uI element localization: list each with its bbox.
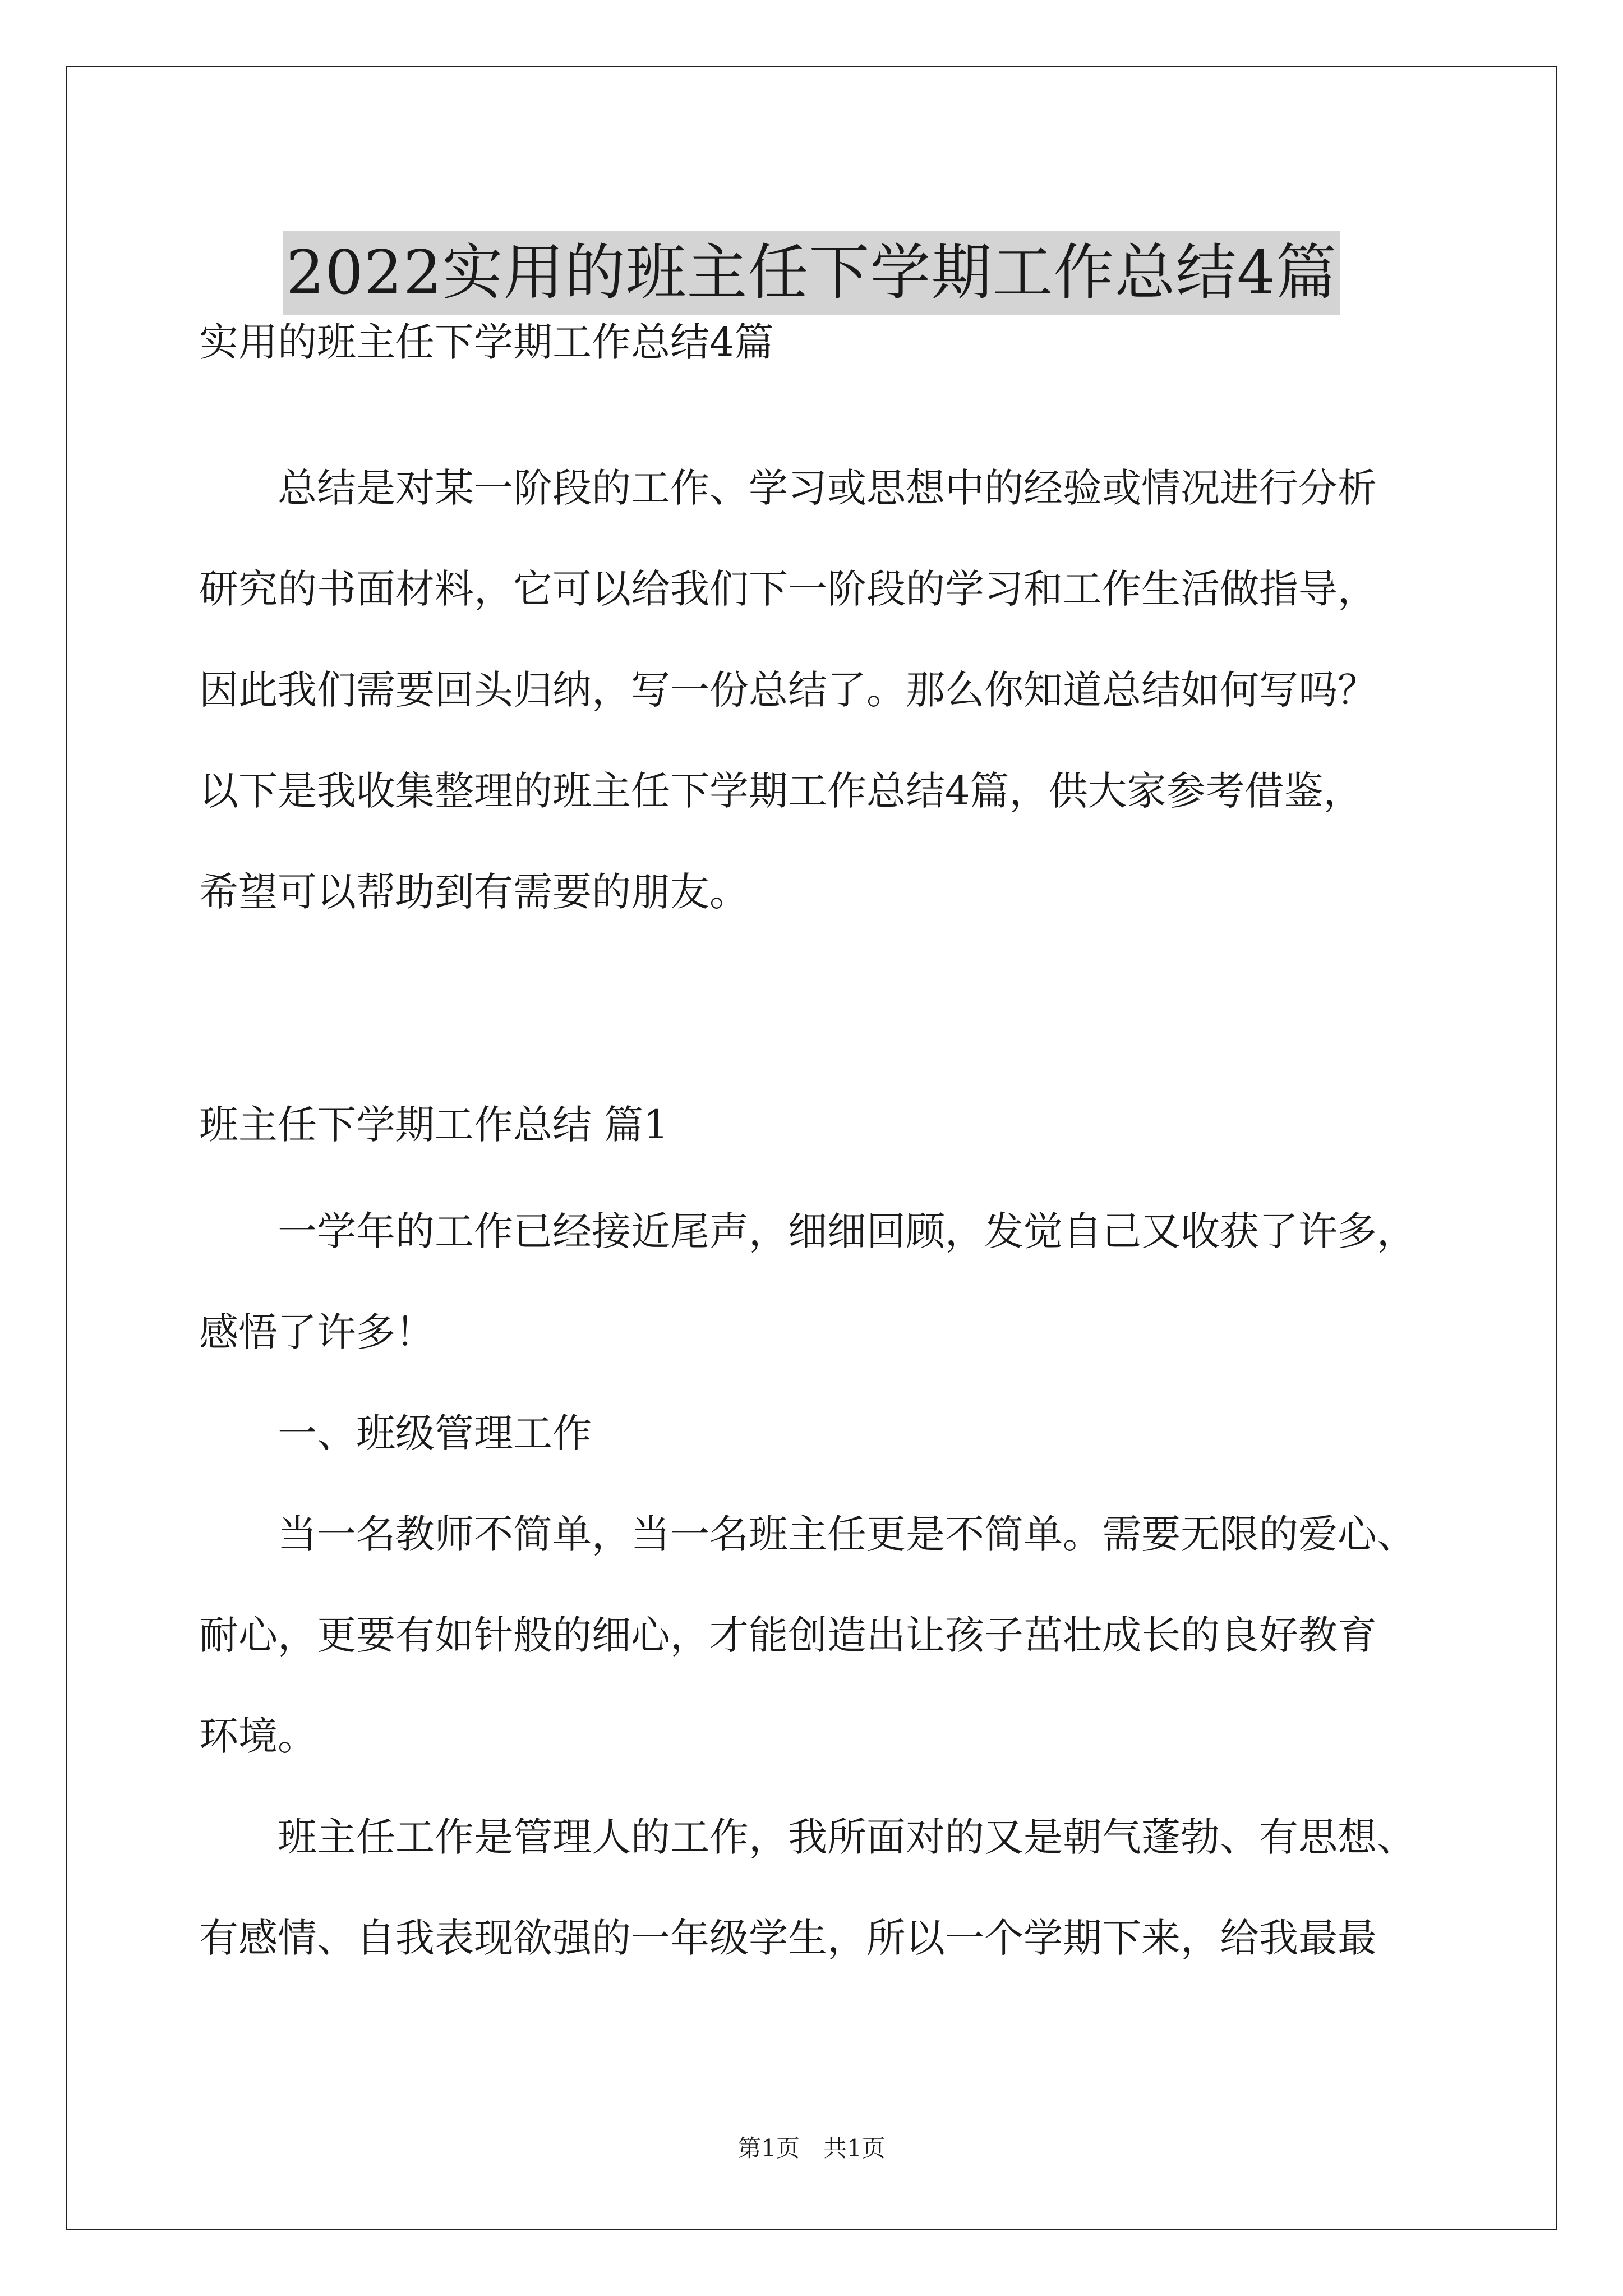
intro-line: 希望可以帮助到有需要的朋友。 [199,869,749,915]
body-line: 耐心，更要有如针般的细心，才能创造出让孩子茁壮成长的良好教育 [199,1612,1377,1658]
body-line: 当一名教师不简单，当一名班主任更是不简单。需要无限的爱心、 [278,1511,1416,1557]
body-line: 感悟了许多！ [199,1309,435,1355]
subsection-heading: 一、班级管理工作 [278,1410,592,1456]
body-line: 一学年的工作已经接近尾声，细细回顾，发觉自己又收获了许多， [278,1208,1416,1254]
body-line: 班主任工作是管理人的工作，我所面对的又是朝气蓬勃、有思想、 [278,1814,1416,1860]
document-subtitle: 实用的班主任下学期工作总结4篇 [199,319,774,365]
page-footer: 第1页 共1页 [737,2134,886,2162]
intro-line: 以下是我收集整理的班主任下学期工作总结4篇，供大家参考借鉴， [199,768,1363,814]
intro-line: 研究的书面材料，它可以给我们下一阶段的学习和工作生活做指导， [199,566,1377,612]
intro-line: 总结是对某一阶段的工作、学习或思想中的经验或情况进行分析 [278,465,1377,511]
section-heading: 班主任下学期工作总结 篇1 [199,1102,668,1148]
document-title: 2022实用的班主任下学期工作总结4篇 [283,231,1341,315]
intro-line: 因此我们需要回头归纳，写一份总结了。那么你知道总结如何写吗？ [199,667,1377,713]
body-line: 有感情、自我表现欲强的一年级学生，所以一个学期下来，给我最最 [199,1915,1377,1961]
body-line: 环境。 [199,1713,317,1759]
